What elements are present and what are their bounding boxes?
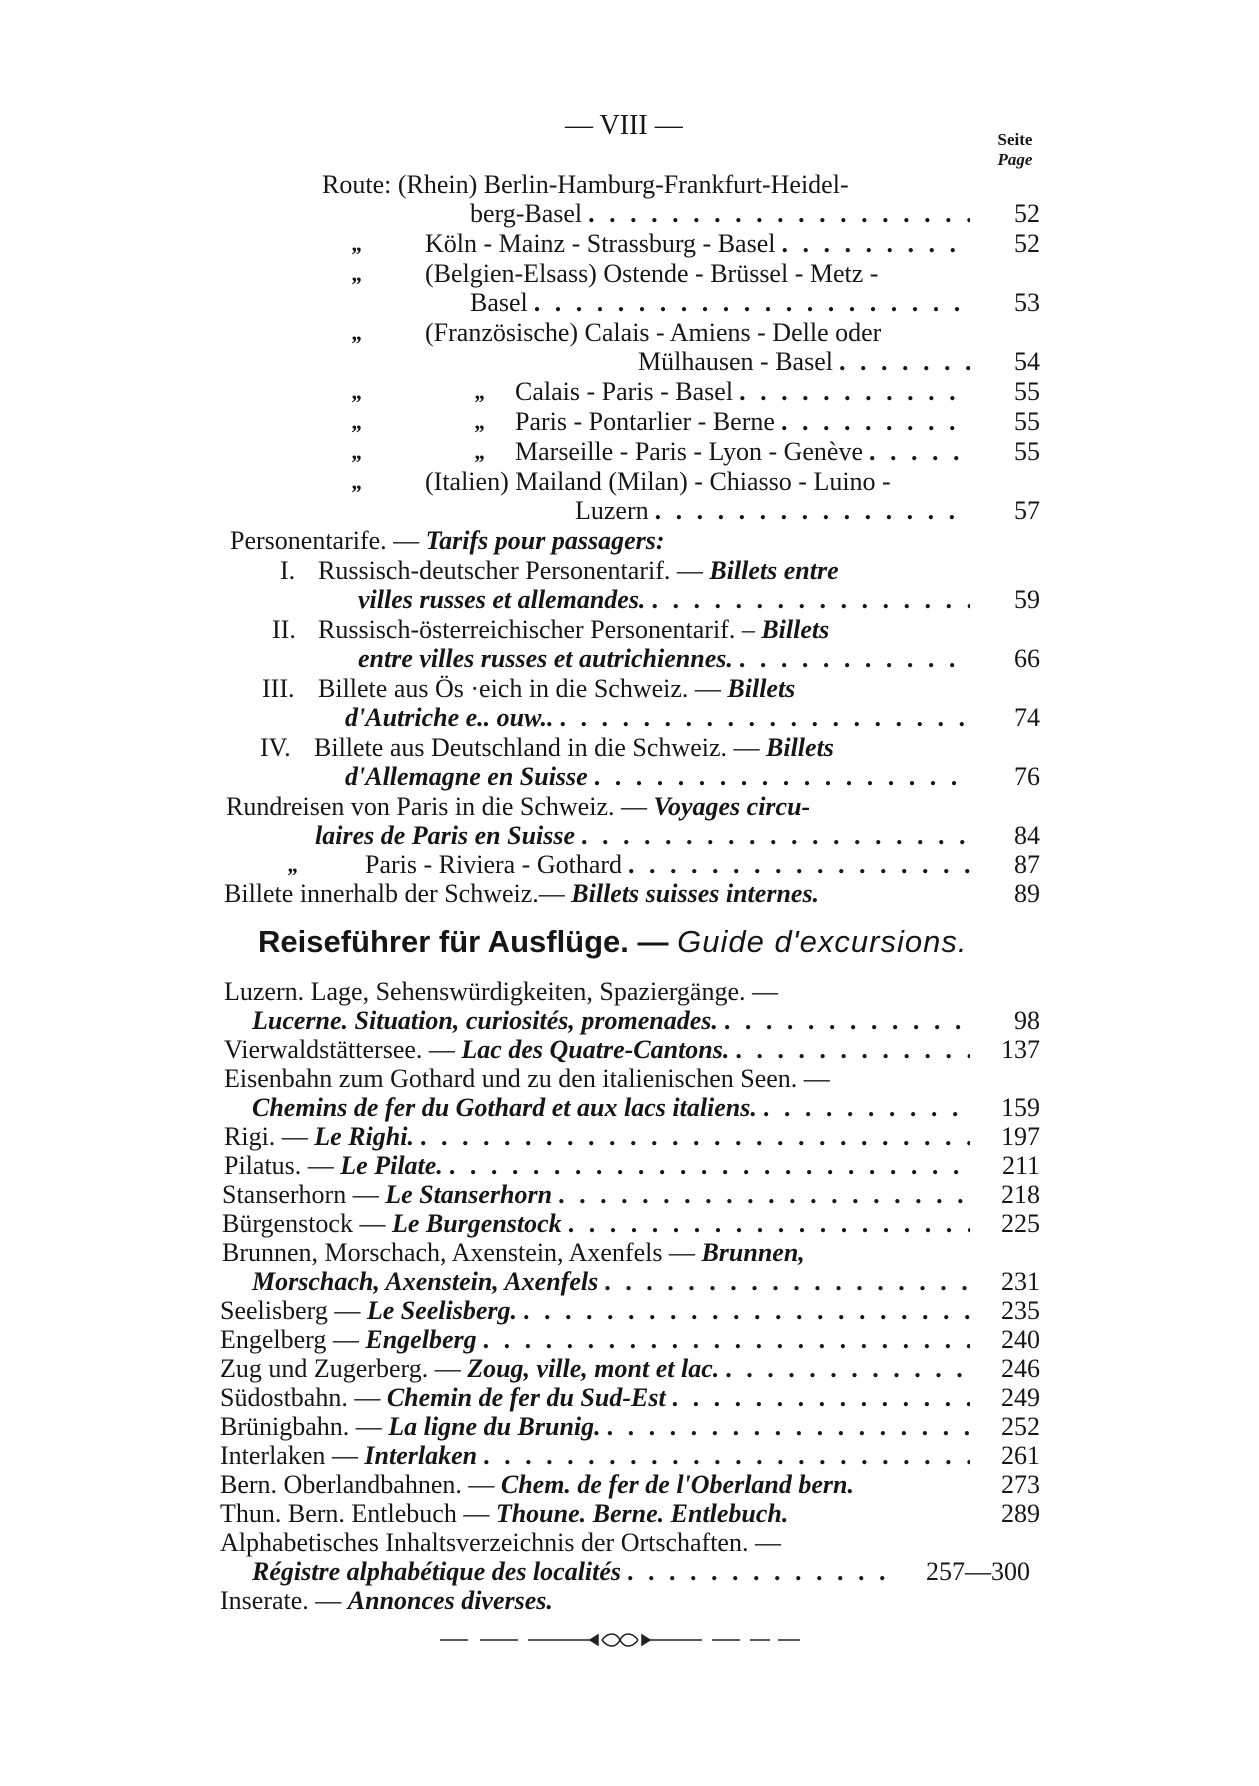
tarif-3-line-b: d'Autriche e.. ouw.. . . . [345, 703, 970, 733]
entry-vierwaldstaettersee: Vierwaldstättersee. — Lac des Quatre-Cantons. . . . [224, 1035, 970, 1065]
entry-engelberg-page: 240 [1001, 1325, 1040, 1354]
section-heading: Reiseführer für Ausflüge. — Guide d'excursions. [258, 924, 968, 959]
route-5-page: 55 [1014, 377, 1040, 406]
tarif-4-page: 76 [1014, 762, 1040, 791]
entry-brunnen-page: 231 [1001, 1267, 1040, 1296]
route-1-line-b: berg-Basel . . . [470, 199, 970, 229]
column-header-seite: Seite [997, 130, 1033, 149]
tarif-3-page: 74 [1014, 703, 1040, 732]
ornament-divider [440, 1630, 800, 1650]
ditto-mark: „ [352, 379, 363, 404]
ditto-mark: „ [352, 261, 363, 286]
entry-register-b: Régistre alphabétique des localités . . . [252, 1557, 892, 1587]
entry-bruenigbahn-page: 252 [1001, 1412, 1040, 1441]
route-4-page: 54 [1014, 347, 1040, 376]
entry-buergenstock-page: 225 [1001, 1209, 1040, 1238]
rundreisen-line-b: laires de Paris en Suisse . . . [315, 821, 970, 851]
entry-rigi-page: 197 [1001, 1122, 1040, 1151]
tarif-4-line-a: Billete aus Deutschland in die Schweiz. — Billets [314, 733, 834, 762]
route-6: Paris - Pontarlier - Berne . . . [515, 407, 970, 437]
page-header: — VIII — [565, 110, 683, 141]
route-7: Marseille - Paris - Lyon - Genève . . . [515, 437, 970, 467]
ditto-mark: „ [352, 320, 363, 345]
route-2-page: 52 [1014, 229, 1040, 258]
route-3-line-b: Basel . . . [470, 288, 970, 318]
tarif-2-line-a: Russisch-österreichischer Personentarif. – Billets [318, 615, 830, 644]
route-1-line-a: Route: (Rhein) Berlin-Hamburg-Frankfurt-Heidel- [322, 170, 849, 199]
route-5: Calais - Paris - Basel . . . [515, 377, 970, 407]
entry-pilatus-page: 211 [1001, 1151, 1040, 1180]
entry-zug: Zug und Zugerberg. — Zoug, ville, mont et lac. . . . [220, 1354, 970, 1384]
entry-engelberg: Engelberg — Engelberg . . . [220, 1325, 970, 1355]
riviera-page: 87 [1014, 850, 1040, 879]
column-header [985, 130, 1045, 170]
tarif-3-line-a: Billete aus Ös ·eich in die Schweiz. — Billets [318, 674, 796, 703]
route-2: Köln - Mainz - Strassburg - Basel . . . [425, 229, 970, 259]
entry-thun: Thun. Bern. Entlebuch — Thoune. Berne. Entlebuch. [220, 1499, 789, 1528]
route-8-line-b: Luzern . . . [575, 496, 970, 526]
entry-register-a: Alphabetisches Inhaltsverzeichnis der Ortschaften. — [220, 1528, 781, 1557]
route-8-page: 57 [1014, 496, 1040, 525]
entry-bruenigbahn: Brünigbahn. — La ligne du Brunig. . . . [220, 1412, 970, 1442]
rundreisen-page: 84 [1014, 821, 1040, 850]
entry-stanserhorn-page: 218 [1001, 1180, 1040, 1209]
rundreisen-line-a: Rundreisen von Paris in die Schweiz. — Voyages circu- [226, 792, 811, 821]
ditto-mark: „ [352, 409, 363, 434]
entry-luzern-page: 98 [1014, 1006, 1040, 1035]
entry-thun-page: 289 [1001, 1499, 1040, 1528]
tarif-2-page: 66 [1014, 644, 1040, 673]
ditto-mark: „ [352, 469, 363, 494]
entry-brunnen-a: Brunnen, Morschach, Axenstein, Axenfels — Brunnen, [222, 1238, 805, 1267]
route-1-page: 52 [1014, 199, 1040, 228]
route-6-page: 55 [1014, 407, 1040, 436]
route-4-line-b: Mülhausen - Basel . . . [638, 347, 970, 377]
entry-oberland-page: 273 [1001, 1470, 1040, 1499]
tarif-1-number: I. [280, 556, 296, 585]
riviera-line: Paris - Riviera - Gothard . . . [365, 850, 970, 880]
column-header-page: Page [997, 150, 1033, 169]
entry-seelisberg: Seelisberg — Le Seelisberg. . . . [220, 1296, 970, 1326]
route-3-page: 53 [1014, 288, 1040, 317]
route-7-page: 55 [1014, 437, 1040, 466]
entry-gothard-page: 159 [1001, 1093, 1040, 1122]
tarif-4-number: IV. [260, 733, 291, 762]
entry-interlaken-page: 261 [1001, 1441, 1040, 1470]
entry-gothard-b: Chemins de fer du Gothard et aux lacs italiens. . . . [252, 1093, 970, 1123]
entry-suedostbahn-page: 249 [1001, 1383, 1040, 1412]
entry-seelisberg-page: 235 [1001, 1296, 1040, 1325]
entry-brunnen-b: Morschach, Axenstein, Axenfels . . . [252, 1267, 970, 1297]
ditto-mark: „ [475, 379, 486, 404]
entry-oberland: Bern. Oberlandbahnen. — Chem. de fer de l'Oberland bern. [220, 1470, 855, 1499]
tarif-4-line-b: d'Allemagne en Suisse . . . [345, 762, 970, 792]
entry-gothard-a: Eisenbahn zum Gothard und zu den italienischen Seen. — [224, 1064, 830, 1093]
route-8-line-a: (Italien) Mailand (Milan) - Chiasso - Luino - [425, 467, 891, 496]
entry-rigi: Rigi. — Le Righi. . . . [224, 1122, 970, 1152]
billete-schweiz-line: Billete innerhalb der Schweiz.— Billets suisses internes. [224, 879, 820, 908]
entry-inserate: Inserate. — Annonces diverses. [220, 1586, 553, 1615]
entry-interlaken: Interlaken — Interlaken . . . [220, 1441, 970, 1471]
entry-luzern-b: Lucerne. Situation, curiosités, promenades. . . . [252, 1006, 970, 1036]
tarif-1-line-a: Russisch-deutscher Personentarif. — Billets entre [318, 556, 839, 585]
entry-zug-page: 246 [1001, 1354, 1040, 1383]
ditto-mark: „ [475, 409, 486, 434]
ditto-mark: „ [475, 439, 486, 464]
ditto-mark: „ [288, 852, 299, 877]
billete-schweiz-page: 89 [1014, 879, 1040, 908]
tarif-1-line-b: villes russes et allemandes. . . . [358, 585, 970, 615]
route-4-line-a: (Französische) Calais - Amiens - Delle oder [425, 318, 882, 347]
ditto-mark: „ [352, 231, 363, 256]
ditto-mark: „ [352, 439, 363, 464]
tarif-heading: Personentarife. — Tarifs pour passagers: [230, 526, 665, 555]
tarif-2-line-b: entre villes russes et autrichiennes. . . . [358, 644, 970, 674]
tarif-3-number: III. [262, 674, 295, 703]
entry-luzern-a: Luzern. Lage, Sehenswürdigkeiten, Spaziergänge. — [224, 977, 778, 1006]
entry-buergenstock: Bürgenstock — Le Burgenstock . . . [222, 1209, 970, 1239]
entry-stanserhorn: Stanserhorn — Le Stanserhorn . . . [222, 1180, 970, 1210]
tarif-2-number: II. [272, 615, 296, 644]
tarif-1-page: 59 [1014, 585, 1040, 614]
entry-pilatus: Pilatus. — Le Pilate. . . . [224, 1151, 970, 1181]
entry-vierwaldstaettersee-page: 137 [1001, 1035, 1040, 1064]
entry-register-page: 257—300 [926, 1557, 1030, 1586]
entry-suedostbahn: Südostbahn. — Chemin de fer du Sud-Est . . . [220, 1383, 970, 1413]
route-3-line-a: (Belgien-Elsass) Ostende - Brüssel - Metz - [425, 259, 879, 288]
